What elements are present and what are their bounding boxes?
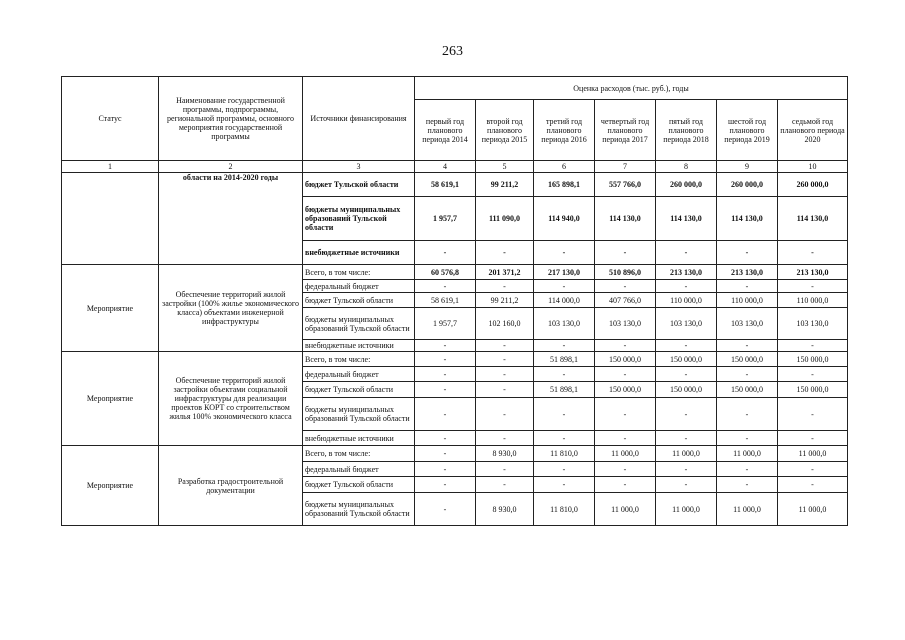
- funding-source-cell: федеральный бюджет: [303, 367, 415, 382]
- value-cell-year-1: -: [415, 352, 476, 367]
- table-row: [62, 173, 848, 197]
- value-cell-year-6: 150 000,0: [717, 382, 778, 398]
- value-cell-year-5: -: [656, 340, 717, 352]
- value-cell-year-7: -: [778, 367, 848, 382]
- program-name-cell: Обеспечение территорий жилой застройки объектами социальной инфраструктуры для реализации проектов КОРТ со строительством жилья 100% экономического класса: [159, 352, 303, 446]
- value-cell-year-6: 103 130,0: [717, 308, 778, 340]
- value-cell-year-6: 213 130,0: [717, 265, 778, 280]
- funding-source-cell: бюджет Тульской области: [303, 477, 415, 493]
- value-cell-year-2: 111 090,0: [476, 197, 534, 241]
- value-cell-year-6: 150 000,0: [717, 352, 778, 367]
- value-cell-year-3: 103 130,0: [534, 308, 595, 340]
- value-cell-year-4: -: [595, 340, 656, 352]
- header-year-4: четвертый год планового периода 2017: [595, 100, 656, 161]
- value-cell-year-4: 11 000,0: [595, 493, 656, 526]
- col-number-4: 4: [415, 161, 476, 173]
- value-cell-year-7: -: [778, 340, 848, 352]
- value-cell-year-7: 150 000,0: [778, 382, 848, 398]
- status-cell: Мероприятие: [62, 265, 159, 352]
- value-cell-year-1: -: [415, 462, 476, 477]
- value-cell-year-3: -: [534, 340, 595, 352]
- value-cell-year-6: -: [717, 431, 778, 446]
- funding-source-cell: бюджеты муниципальных образований Тульской области: [303, 398, 415, 431]
- value-cell-year-5: 103 130,0: [656, 308, 717, 340]
- col-number-8: 8: [656, 161, 717, 173]
- col-number-2: 2: [159, 161, 303, 173]
- col-number-6: 6: [534, 161, 595, 173]
- value-cell-year-4: 114 130,0: [595, 197, 656, 241]
- value-cell-year-7: -: [778, 398, 848, 431]
- value-cell-year-2: -: [476, 431, 534, 446]
- value-cell-year-7: 213 130,0: [778, 265, 848, 280]
- value-cell-year-5: -: [656, 431, 717, 446]
- value-cell-year-3: 217 130,0: [534, 265, 595, 280]
- value-cell-year-7: 110 000,0: [778, 293, 848, 308]
- header-name: Наименование государственной программы, подпрограммы, региональной программы, основного мероприятия государственной программы: [159, 77, 303, 161]
- col-number-1: 1: [62, 161, 159, 173]
- funding-source-cell: бюджеты муниципальных образований Тульской области: [303, 308, 415, 340]
- value-cell-year-2: -: [476, 280, 534, 293]
- value-cell-year-5: 110 000,0: [656, 293, 717, 308]
- value-cell-year-2: 8 930,0: [476, 493, 534, 526]
- value-cell-year-1: 1 957,7: [415, 308, 476, 340]
- value-cell-year-1: -: [415, 446, 476, 462]
- col-number-3: 3: [303, 161, 415, 173]
- value-cell-year-4: -: [595, 462, 656, 477]
- header-year-7: седьмой год планового периода 2020: [778, 100, 848, 161]
- table-row: [62, 446, 848, 462]
- funding-source-cell: бюджет Тульской области: [303, 293, 415, 308]
- value-cell-year-4: 407 766,0: [595, 293, 656, 308]
- value-cell-year-6: -: [717, 367, 778, 382]
- value-cell-year-3: 11 810,0: [534, 446, 595, 462]
- value-cell-year-6: -: [717, 477, 778, 493]
- header-year-1: первый год планового периода 2014: [415, 100, 476, 161]
- program-name-cell: Разработка градостроительной документации: [159, 446, 303, 526]
- funding-source-cell: федеральный бюджет: [303, 462, 415, 477]
- value-cell-year-3: -: [534, 462, 595, 477]
- status-cell: Мероприятие: [62, 352, 159, 446]
- value-cell-year-4: -: [595, 280, 656, 293]
- value-cell-year-4: 557 766,0: [595, 173, 656, 197]
- value-cell-year-7: -: [778, 431, 848, 446]
- value-cell-year-4: -: [595, 398, 656, 431]
- value-cell-year-7: -: [778, 462, 848, 477]
- header-year-3: третий год планового периода 2016: [534, 100, 595, 161]
- value-cell-year-5: 11 000,0: [656, 446, 717, 462]
- value-cell-year-7: 150 000,0: [778, 352, 848, 367]
- program-name-cell: области на 2014-2020 годы: [159, 173, 303, 265]
- value-cell-year-1: -: [415, 431, 476, 446]
- value-cell-year-5: -: [656, 280, 717, 293]
- program-name-cell: Обеспечение территорий жилой застройки (100% жилье экономического класса) объектами инженерной инфраструктуры: [159, 265, 303, 352]
- value-cell-year-3: 51 898,1: [534, 382, 595, 398]
- value-cell-year-3: 165 898,1: [534, 173, 595, 197]
- value-cell-year-6: -: [717, 462, 778, 477]
- value-cell-year-2: -: [476, 241, 534, 265]
- value-cell-year-3: -: [534, 367, 595, 382]
- value-cell-year-1: -: [415, 382, 476, 398]
- value-cell-year-6: -: [717, 241, 778, 265]
- value-cell-year-1: -: [415, 493, 476, 526]
- value-cell-year-2: -: [476, 398, 534, 431]
- value-cell-year-2: -: [476, 340, 534, 352]
- value-cell-year-6: 11 000,0: [717, 446, 778, 462]
- value-cell-year-3: 114 000,0: [534, 293, 595, 308]
- value-cell-year-3: -: [534, 241, 595, 265]
- value-cell-year-1: 58 619,1: [415, 173, 476, 197]
- header-status: Статус: [62, 77, 159, 161]
- value-cell-year-2: 201 371,2: [476, 265, 534, 280]
- col-number-5: 5: [476, 161, 534, 173]
- value-cell-year-1: -: [415, 398, 476, 431]
- value-cell-year-4: 150 000,0: [595, 352, 656, 367]
- value-cell-year-3: 114 940,0: [534, 197, 595, 241]
- funding-source-cell: Всего, в том числе:: [303, 352, 415, 367]
- value-cell-year-5: -: [656, 462, 717, 477]
- value-cell-year-6: 260 000,0: [717, 173, 778, 197]
- value-cell-year-1: 60 576,8: [415, 265, 476, 280]
- value-cell-year-2: 99 211,2: [476, 173, 534, 197]
- value-cell-year-4: -: [595, 431, 656, 446]
- value-cell-year-3: -: [534, 398, 595, 431]
- funding-source-cell: внебюджетные источники: [303, 340, 415, 352]
- value-cell-year-7: -: [778, 241, 848, 265]
- value-cell-year-6: 110 000,0: [717, 293, 778, 308]
- value-cell-year-4: -: [595, 367, 656, 382]
- table-row: [62, 352, 848, 367]
- funding-source-cell: бюджет Тульской области: [303, 173, 415, 197]
- value-cell-year-5: 150 000,0: [656, 352, 717, 367]
- value-cell-year-5: 114 130,0: [656, 197, 717, 241]
- col-number-9: 9: [717, 161, 778, 173]
- value-cell-year-4: -: [595, 241, 656, 265]
- value-cell-year-5: 150 000,0: [656, 382, 717, 398]
- status-cell: [62, 173, 159, 265]
- value-cell-year-6: 11 000,0: [717, 493, 778, 526]
- value-cell-year-2: -: [476, 382, 534, 398]
- value-cell-year-2: -: [476, 477, 534, 493]
- value-cell-year-3: -: [534, 477, 595, 493]
- value-cell-year-7: 260 000,0: [778, 173, 848, 197]
- value-cell-year-2: 99 211,2: [476, 293, 534, 308]
- value-cell-year-2: -: [476, 462, 534, 477]
- expenditure-table: [61, 76, 848, 526]
- table-row: [62, 265, 848, 280]
- value-cell-year-7: 114 130,0: [778, 197, 848, 241]
- value-cell-year-5: -: [656, 398, 717, 431]
- value-cell-year-1: -: [415, 367, 476, 382]
- value-cell-year-7: -: [778, 477, 848, 493]
- value-cell-year-2: -: [476, 352, 534, 367]
- funding-source-cell: бюджет Тульской области: [303, 382, 415, 398]
- value-cell-year-5: 260 000,0: [656, 173, 717, 197]
- value-cell-year-5: 213 130,0: [656, 265, 717, 280]
- value-cell-year-7: 11 000,0: [778, 493, 848, 526]
- value-cell-year-3: -: [534, 431, 595, 446]
- value-cell-year-5: -: [656, 367, 717, 382]
- header-estimate: Оценка расходов (тыс. руб.), годы: [415, 77, 848, 100]
- header-year-5: пятый год планового периода 2018: [656, 100, 717, 161]
- header-sources: Источники финансирования: [303, 77, 415, 161]
- header-year-2: второй год планового периода 2015: [476, 100, 534, 161]
- value-cell-year-1: 1 957,7: [415, 197, 476, 241]
- value-cell-year-1: -: [415, 340, 476, 352]
- value-cell-year-2: 102 160,0: [476, 308, 534, 340]
- funding-source-cell: внебюджетные источники: [303, 431, 415, 446]
- value-cell-year-5: 11 000,0: [656, 493, 717, 526]
- value-cell-year-5: -: [656, 477, 717, 493]
- value-cell-year-1: -: [415, 477, 476, 493]
- funding-source-cell: бюджеты муниципальных образований Тульской области: [303, 493, 415, 526]
- col-number-10: 10: [778, 161, 848, 173]
- funding-source-cell: федеральный бюджет: [303, 280, 415, 293]
- page-number: 263: [442, 44, 463, 59]
- funding-source-cell: внебюджетные источники: [303, 241, 415, 265]
- value-cell-year-1: -: [415, 241, 476, 265]
- value-cell-year-6: -: [717, 398, 778, 431]
- col-number-7: 7: [595, 161, 656, 173]
- status-cell: Мероприятие: [62, 446, 159, 526]
- value-cell-year-3: 11 810,0: [534, 493, 595, 526]
- funding-source-cell: Всего, в том числе:: [303, 446, 415, 462]
- value-cell-year-4: 510 896,0: [595, 265, 656, 280]
- value-cell-year-7: 103 130,0: [778, 308, 848, 340]
- value-cell-year-3: 51 898,1: [534, 352, 595, 367]
- value-cell-year-6: -: [717, 340, 778, 352]
- value-cell-year-1: 58 619,1: [415, 293, 476, 308]
- value-cell-year-3: -: [534, 280, 595, 293]
- value-cell-year-4: 11 000,0: [595, 446, 656, 462]
- value-cell-year-1: -: [415, 280, 476, 293]
- value-cell-year-6: -: [717, 280, 778, 293]
- value-cell-year-7: 11 000,0: [778, 446, 848, 462]
- value-cell-year-5: -: [656, 241, 717, 265]
- value-cell-year-7: -: [778, 280, 848, 293]
- value-cell-year-6: 114 130,0: [717, 197, 778, 241]
- funding-source-cell: Всего, в том числе:: [303, 265, 415, 280]
- value-cell-year-4: 103 130,0: [595, 308, 656, 340]
- value-cell-year-4: -: [595, 477, 656, 493]
- value-cell-year-2: -: [476, 367, 534, 382]
- value-cell-year-4: 150 000,0: [595, 382, 656, 398]
- funding-source-cell: бюджеты муниципальных образований Тульской области: [303, 197, 415, 241]
- value-cell-year-2: 8 930,0: [476, 446, 534, 462]
- header-year-6: шестой год планового периода 2019: [717, 100, 778, 161]
